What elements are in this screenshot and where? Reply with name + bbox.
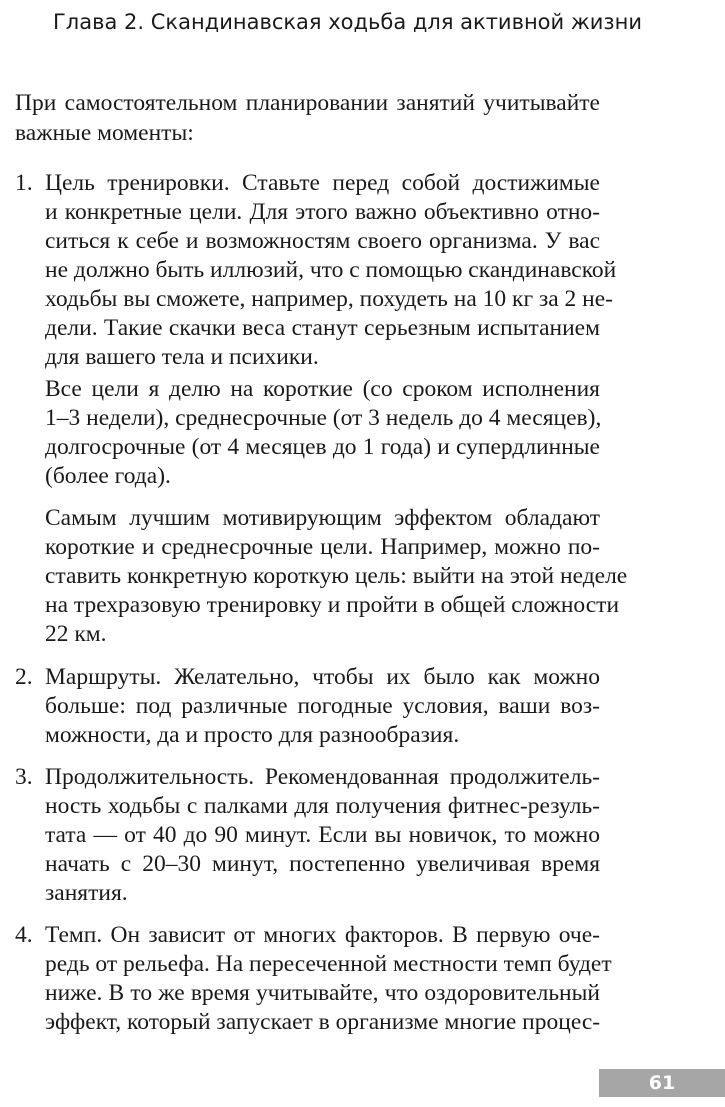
item-2-line-3: можности, да и просто для разнообразия. bbox=[45, 722, 460, 748]
page-number: 61 bbox=[599, 1069, 725, 1097]
item-1-p2-line-2: 1–3 недели), среднесрочные (от 3 недель до 4 месяцев), bbox=[45, 405, 602, 431]
list-number-2: 2. bbox=[15, 664, 33, 690]
item-1-p1-line-7: для вашего тела и психики. bbox=[45, 344, 319, 370]
item-1-p1-line-6: дели. Такие скачки веса станут серьезным испытанием bbox=[45, 315, 600, 341]
item-4-line-1: Темп. Он зависит от многих факторов. В первую оче- bbox=[45, 922, 600, 948]
item-3-line-2: ность ходьбы с палками для получения фитнес-резуль- bbox=[45, 793, 600, 819]
item-3-line-3: тата — от 40 до 90 минут. Если вы новичок, то можно bbox=[45, 822, 600, 848]
item-4-line-2: редь от рельефа. На пересеченной местности темп будет bbox=[45, 951, 612, 977]
list-number-3: 3. bbox=[15, 764, 33, 790]
item-4-line-4: эффект, который запускает в организме многие процес- bbox=[45, 1009, 601, 1035]
item-2-line-2: больше: под различные погодные условия, ваши воз- bbox=[45, 693, 600, 719]
item-1-p3-line-4: на трехразовую тренировку и пройти в общей сложности bbox=[45, 592, 620, 618]
running-header: Глава 2. Скандинавская ходьба для активной жизни bbox=[53, 10, 642, 34]
intro-line-1: При самостоятельном планировании занятий учитывайте bbox=[15, 90, 600, 116]
item-1-p1-line-3: ситься к себе и возможностям своего организма. У вас bbox=[45, 228, 600, 254]
item-1-p3-line-1: Самым лучшим мотивирующим эффектом обладают bbox=[45, 505, 600, 531]
item-1-p3-line-3: ставить конкретную короткую цель: выйти на этой неделе bbox=[45, 563, 628, 589]
item-4-line-3: ниже. В то же время учитывайте, что оздоровительный bbox=[45, 980, 600, 1006]
item-1-p2-line-4: (более года). bbox=[45, 463, 171, 489]
item-3-line-4: начать с 20–30 минут, постепенно увеличивая время bbox=[45, 851, 600, 877]
item-1-p3-line-2: короткие и среднесрочные цели. Например, можно по- bbox=[45, 534, 600, 560]
item-3-line-1: Продолжительность. Рекомендованная продолжитель- bbox=[45, 764, 600, 790]
item-3-line-5: занятия. bbox=[45, 880, 128, 906]
item-1-p3-line-5: 22 км. bbox=[45, 621, 107, 647]
item-1-p1-line-4: не должно быть иллюзий, что с помощью скандинавской bbox=[45, 257, 617, 283]
item-1-p2-line-3: долгосрочные (от 4 месяцев до 1 года) и супердлинные bbox=[45, 434, 600, 460]
item-1-p1-line-2: и конкретные цели. Для этого важно объективно отно- bbox=[45, 199, 600, 225]
item-1-p1-line-1: Цель тренировки. Ставьте перед собой достижимые bbox=[45, 170, 600, 196]
list-number-4: 4. bbox=[15, 922, 33, 948]
item-2-line-1: Маршруты. Желательно, чтобы их было как можно bbox=[45, 664, 600, 690]
item-1-p1-line-5: ходьбы вы сможете, например, похудеть на 10 кг за 2 не- bbox=[45, 286, 614, 312]
intro-line-2: важные моменты: bbox=[15, 120, 194, 146]
item-1-p2-line-1: Все цели я делю на короткие (со сроком исполнения bbox=[45, 376, 600, 402]
list-number-1: 1. bbox=[15, 170, 33, 196]
